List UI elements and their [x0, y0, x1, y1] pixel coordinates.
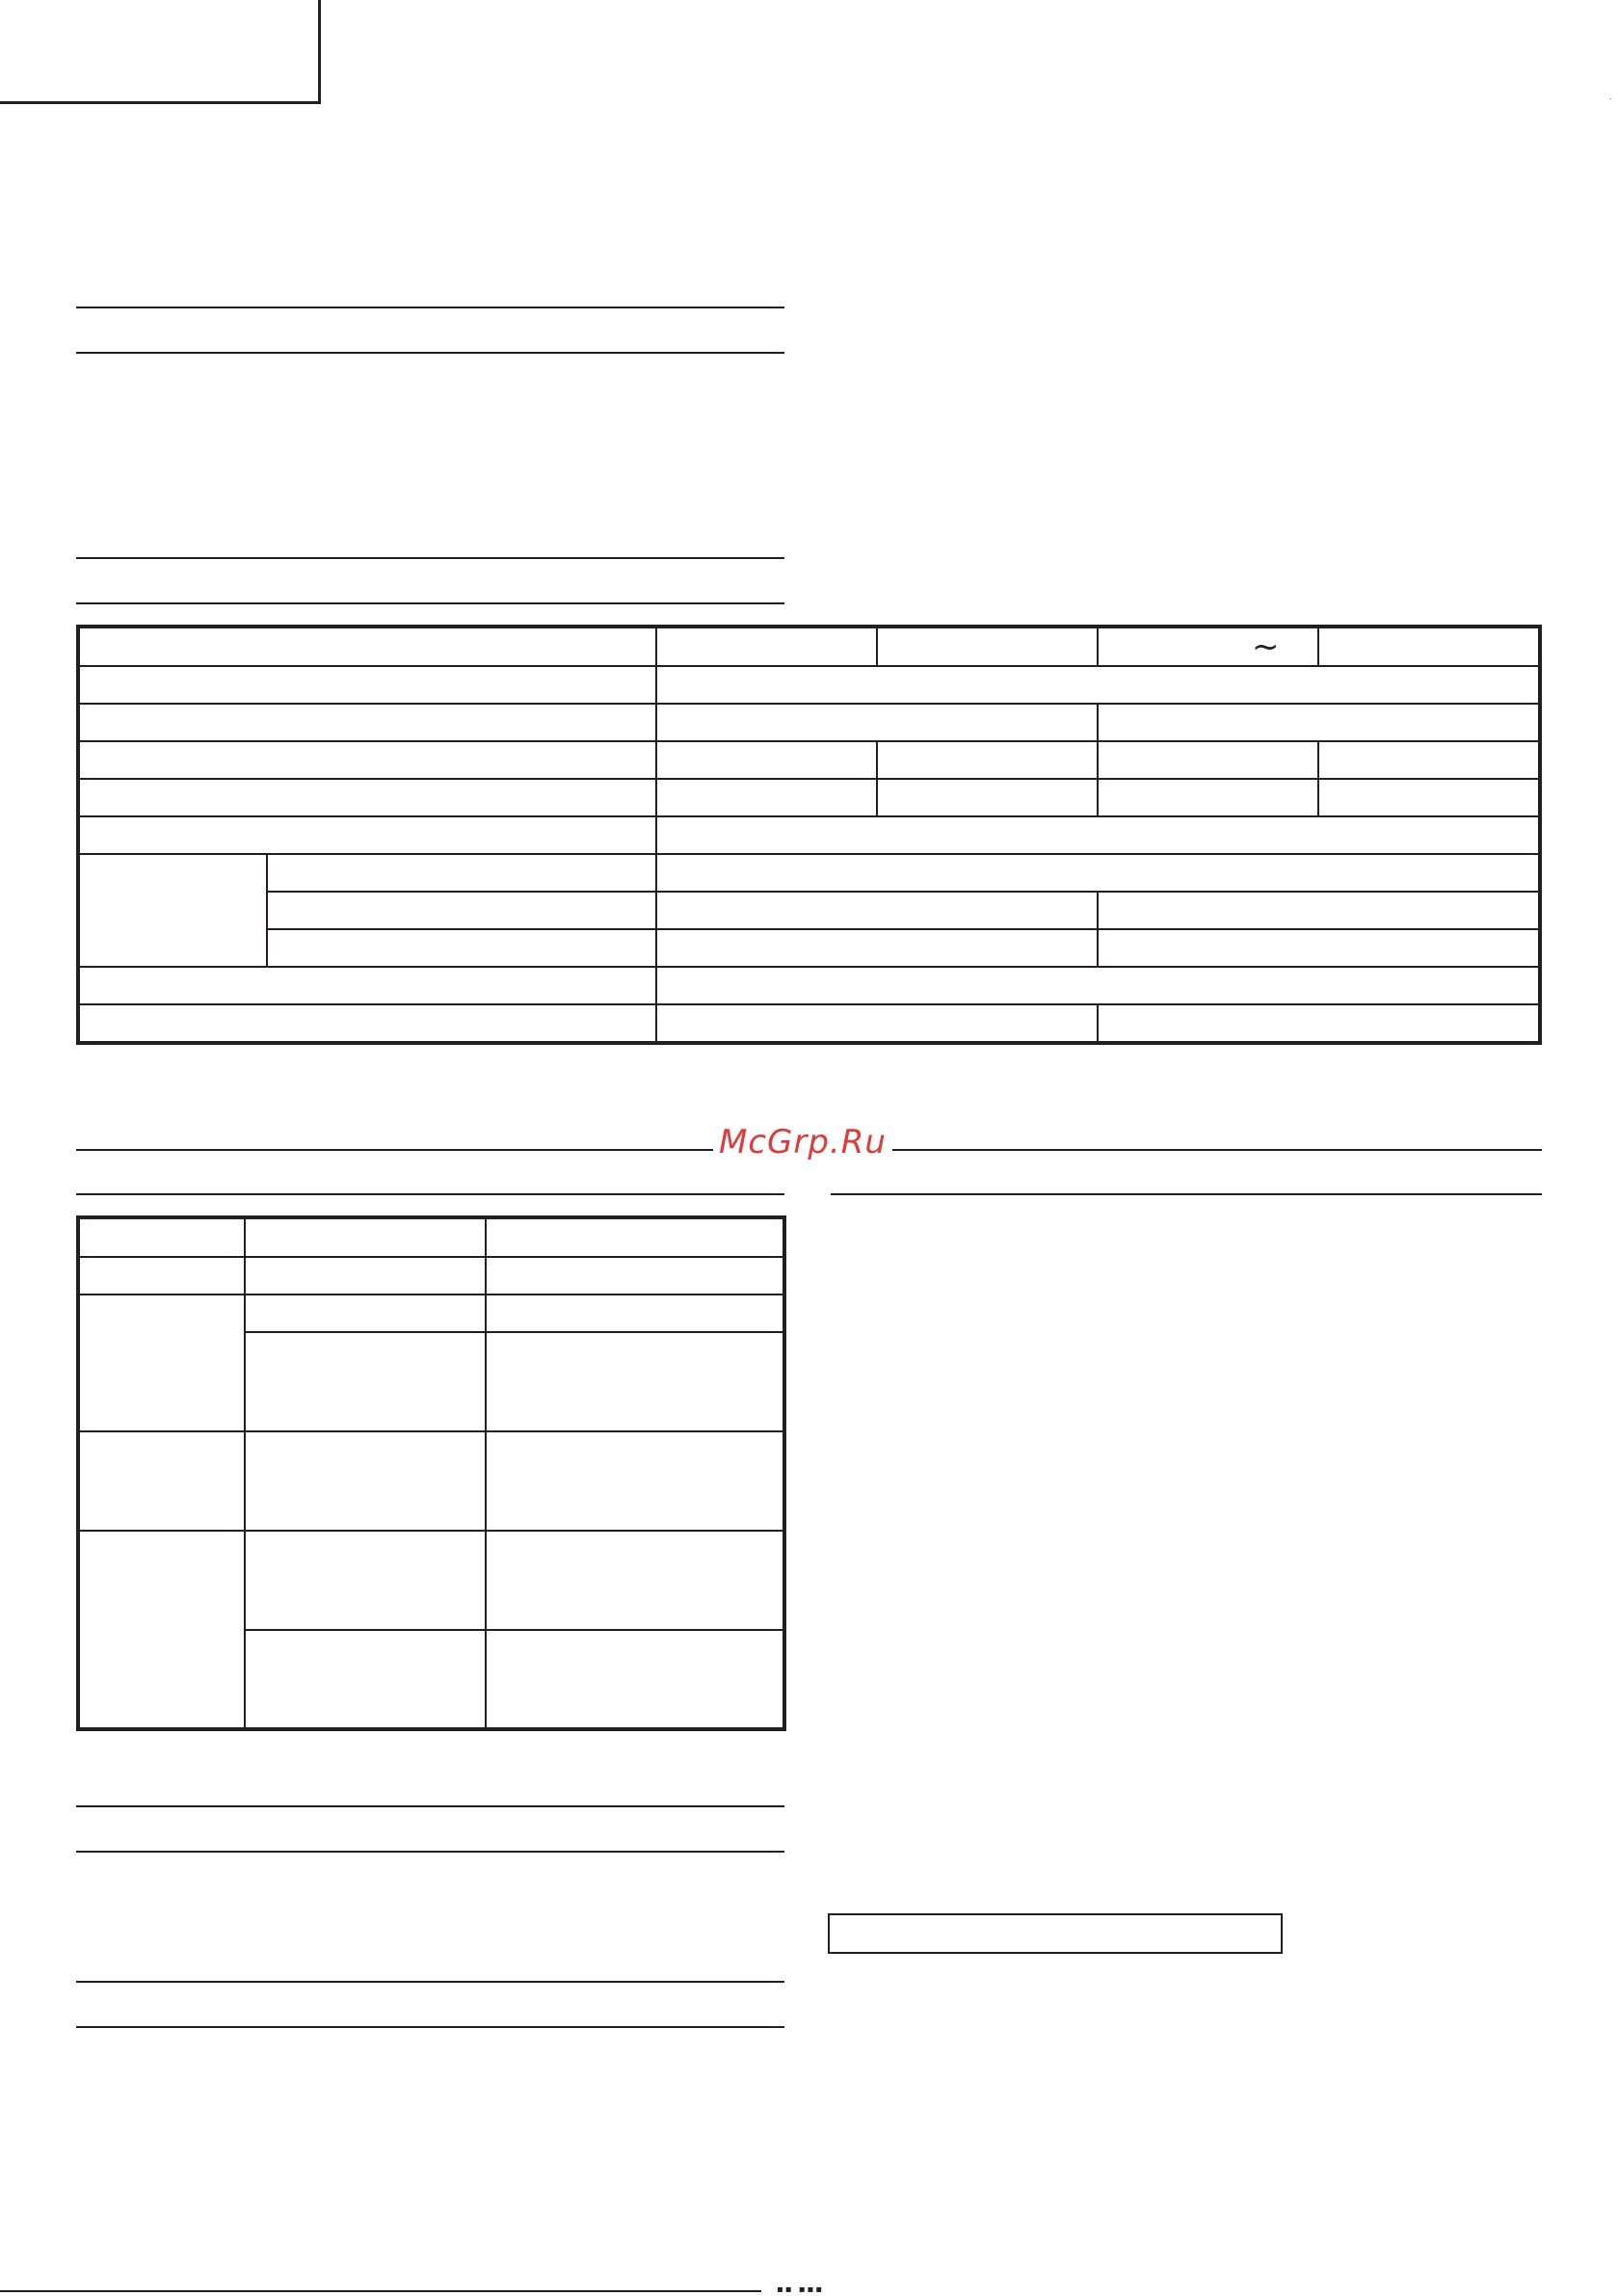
spec-row-sep: [80, 966, 1538, 968]
sel-col-sep: [244, 1219, 246, 1727]
section-rule-5-bottom: [76, 2026, 784, 2028]
sel-row-sep: [244, 1629, 782, 1631]
spec-col-sep-main: [655, 628, 657, 1041]
spec-col-sep-sublabel: [266, 853, 268, 967]
spec-row-sep: [80, 703, 1538, 705]
section-rule-5-top: [76, 1981, 784, 1983]
spec-col-sep: [1317, 740, 1319, 815]
spec-col-sep: [1097, 891, 1099, 966]
sel-col-sep: [485, 1219, 487, 1727]
spec-col-sep: [876, 628, 878, 665]
sel-row-sep: [80, 1430, 782, 1432]
footer-rule: [0, 2290, 761, 2292]
section-rule-1-bottom: [76, 352, 784, 354]
sel-row-sep: [80, 1294, 782, 1295]
spec-col-sep: [876, 740, 878, 815]
page-edge-mark: ·: [1609, 93, 1613, 104]
spec-row-sep: [80, 740, 1538, 742]
spec-row-sep: [266, 891, 1538, 893]
section-rule-2-bottom: [76, 602, 784, 604]
spec-row-sep: [266, 928, 1538, 930]
spec-col-sep: [1317, 628, 1319, 665]
section-rule-1-top: [76, 307, 784, 308]
section-rule-3-bottom-left: [76, 1193, 784, 1195]
spec-row-sep: [80, 1003, 1538, 1005]
specifications-table: [76, 625, 1542, 1045]
selection-table: [76, 1215, 786, 1731]
section-rule-3-bottom-right: [831, 1193, 1542, 1195]
footer-marks: ▪▪ ▪▪▪: [777, 2284, 825, 2295]
spec-row-sep: [80, 665, 1538, 667]
spec-row-sep: [80, 778, 1538, 780]
sel-row-sep: [80, 1530, 782, 1532]
section-rule-4-bottom: [76, 1851, 784, 1853]
spec-col-sep: [1097, 703, 1099, 740]
header-corner-frame: [0, 0, 321, 104]
watermark-text: McGrp.Ru: [713, 1123, 892, 1161]
spec-row-sep: [80, 853, 1538, 855]
spec-col-sep: [1097, 1003, 1099, 1045]
sel-row-sep: [80, 1256, 782, 1258]
spec-col-sep: [1097, 740, 1099, 815]
section-rule-4-top: [76, 1805, 784, 1807]
ac-tilde-symbol: ~: [1252, 627, 1280, 666]
spec-row-sep: [80, 815, 1538, 817]
section-rule-2-top: [76, 557, 784, 559]
note-box: [828, 1913, 1283, 1954]
sel-row-sep: [244, 1331, 782, 1333]
spec-col-sep: [1097, 628, 1099, 665]
